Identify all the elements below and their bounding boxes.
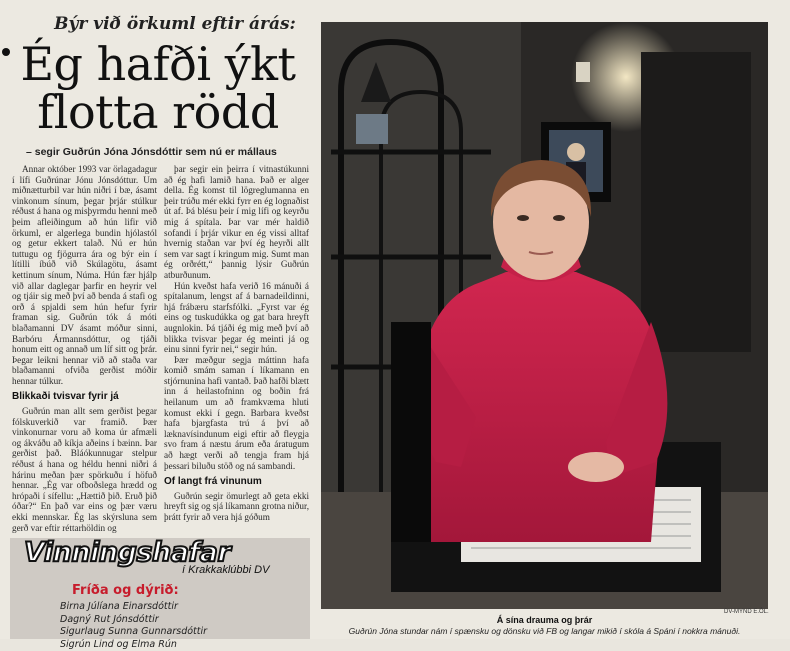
winners-subtitle: í Krakkaklúbbi DV: [182, 564, 269, 576]
photo-illustration: [321, 22, 768, 609]
paragraph: Hún kveðst hafa verið 16 mánuði á spítalanum, lengst af á barnadeildinni, hjá frábæru starfsfólki. „Fyrst var ég eins og tuskudúkka og gat bara hreyft augnlokin. Þá tjáði ég mig með því að blikka tvisvar þegar ég meinti já og einu sinni fyrir nei,“ segir hún.: [164, 281, 309, 355]
winners-box: [10, 538, 310, 639]
article-photo: [321, 22, 768, 609]
article-subheadline: – segir Guðrún Jóna Jónsdóttir sem nú er mállaus: [26, 146, 326, 158]
winners-list: [60, 601, 300, 651]
photo-caption-title: Á sína drauma og þrár: [321, 615, 768, 625]
list-item: Sigurlaug Sunna Gunnarsdóttir: [60, 626, 300, 639]
paragraph: Þær mæðgur segja máttinn hafa komið smám saman í líkamann en stjórnunina hafi vantað. Það hafði blætt inn á heilastofninn og boðin frá heilanum um að framkvæma hluti komust ekki í gegn. Barbara kveðst hafa bjargfasta trú á því að læknavísindunum eigi eftir að fleygja svo fram á næstu árum eða áratugum að hægt verði að tengja fram hjá þessari biluðu stöð og ná sambandi.: [164, 355, 309, 472]
list-item: Birna Júlíana Einarsdóttir: [60, 601, 300, 614]
list-item: Dagný Rut Jónsdóttir: [60, 614, 300, 627]
article-column-1: [12, 164, 157, 536]
winners-title: Vinningshafar: [24, 537, 230, 568]
section-heading: Of langt frá vinunum: [164, 477, 309, 488]
paragraph: Guðrún man allt sem gerðist þegar fólskuverkið var framið. Þær vinkonurnar voru að koma úr afmæli og ákváðu að kíkja aðeins í bæinn. Þar gerðist það. Bláókunnugar stelpur réðust á hana og héldu henni niðri á hárinu meðan þær spörkuðu í höfuð hennar. „Ég var ofboðslega hrædd og hrópaði í sífellu: „Hættið þið. Eruð þið óðar?“ En það var eins og þær væru ekki mennskar. Ég las skýrsluna sem gerð var eftir réttarhöldin og: [12, 406, 157, 533]
paragraph: Annar október 1993 var örlagadagur í lífi Guðrúnar Jónu Jónsdóttur. Um miðnætturbil var hún niðri í bæ, ásamt vinkonum sínum, þegar þrjár stúlkur réðust á hana og misþyrmdu henni með þeim afleiðingum að hún lifir við örkuml, er algerlega bundin hjólastól og getur ekkert talað. Nú er hún tuttugu og fjögurra ára og býr ein í lítilli íbúð við Skúlagötu, ásamt kettinum sínum, Núma. Hún fær hjálp við allar daglegar þarfir en heyrir vel og tjáir sig með því að benda á stafi og orð á spjaldi sem hún hefur fyrir framan sig. Guðrún tók á móti blaðamanni DV ásamt móður sinni, Barbóru Ármannsdóttur, og tjáði honum eitt og annað um líf sitt og þrár. Þegar leikni hennar við að staða var blaðamanni ofviða gerðist móðir hennar túlkur.: [12, 164, 157, 386]
paragraph: Guðrún segir ömurlegt að geta ekki hreyft sig og sjá líkamann grotna niður, þrátt fyrir að vera hjá góðum: [164, 491, 309, 523]
section-heading: Blikkaði tvisvar fyrir já: [12, 392, 157, 403]
article-column-2: [164, 164, 309, 534]
article-headline: Ég hafði ýkt flotta rödd: [4, 40, 312, 136]
paragraph: þar segir ein þeirra í vitnastúkunni að ég hafi lamið hana. Það er alger della. Ég komst til lögreglumanna en þeir trúðu mér ekki fyrr en ég lognaðist út af. Þá blésu þeir í mig lífi og keyrðu mig á spítala. Þar var mér haldið sofandi í þrjár vikur en ég vissi alltaf hvernig staðan var því ég heyrði allt sem var sagt í kringum mig. Sumt man ég orðrétt,“ þannig lýsir Guðrún atburðunum.: [164, 164, 309, 281]
photo-credit: DV-MYND E.ÓL.: [724, 609, 769, 615]
list-item: Sigrún Lind og Elma Rún: [60, 639, 300, 651]
photo-caption-text: Guðrún Jóna stundar nám í spænsku og dönsku við FB og langar mikið í skóla á Spáni í nokkra mánuði.: [321, 626, 768, 636]
article-overline: Býr við örkuml eftir árás:: [40, 14, 310, 34]
winners-group-title: Fríða og dýrið:: [72, 583, 179, 598]
